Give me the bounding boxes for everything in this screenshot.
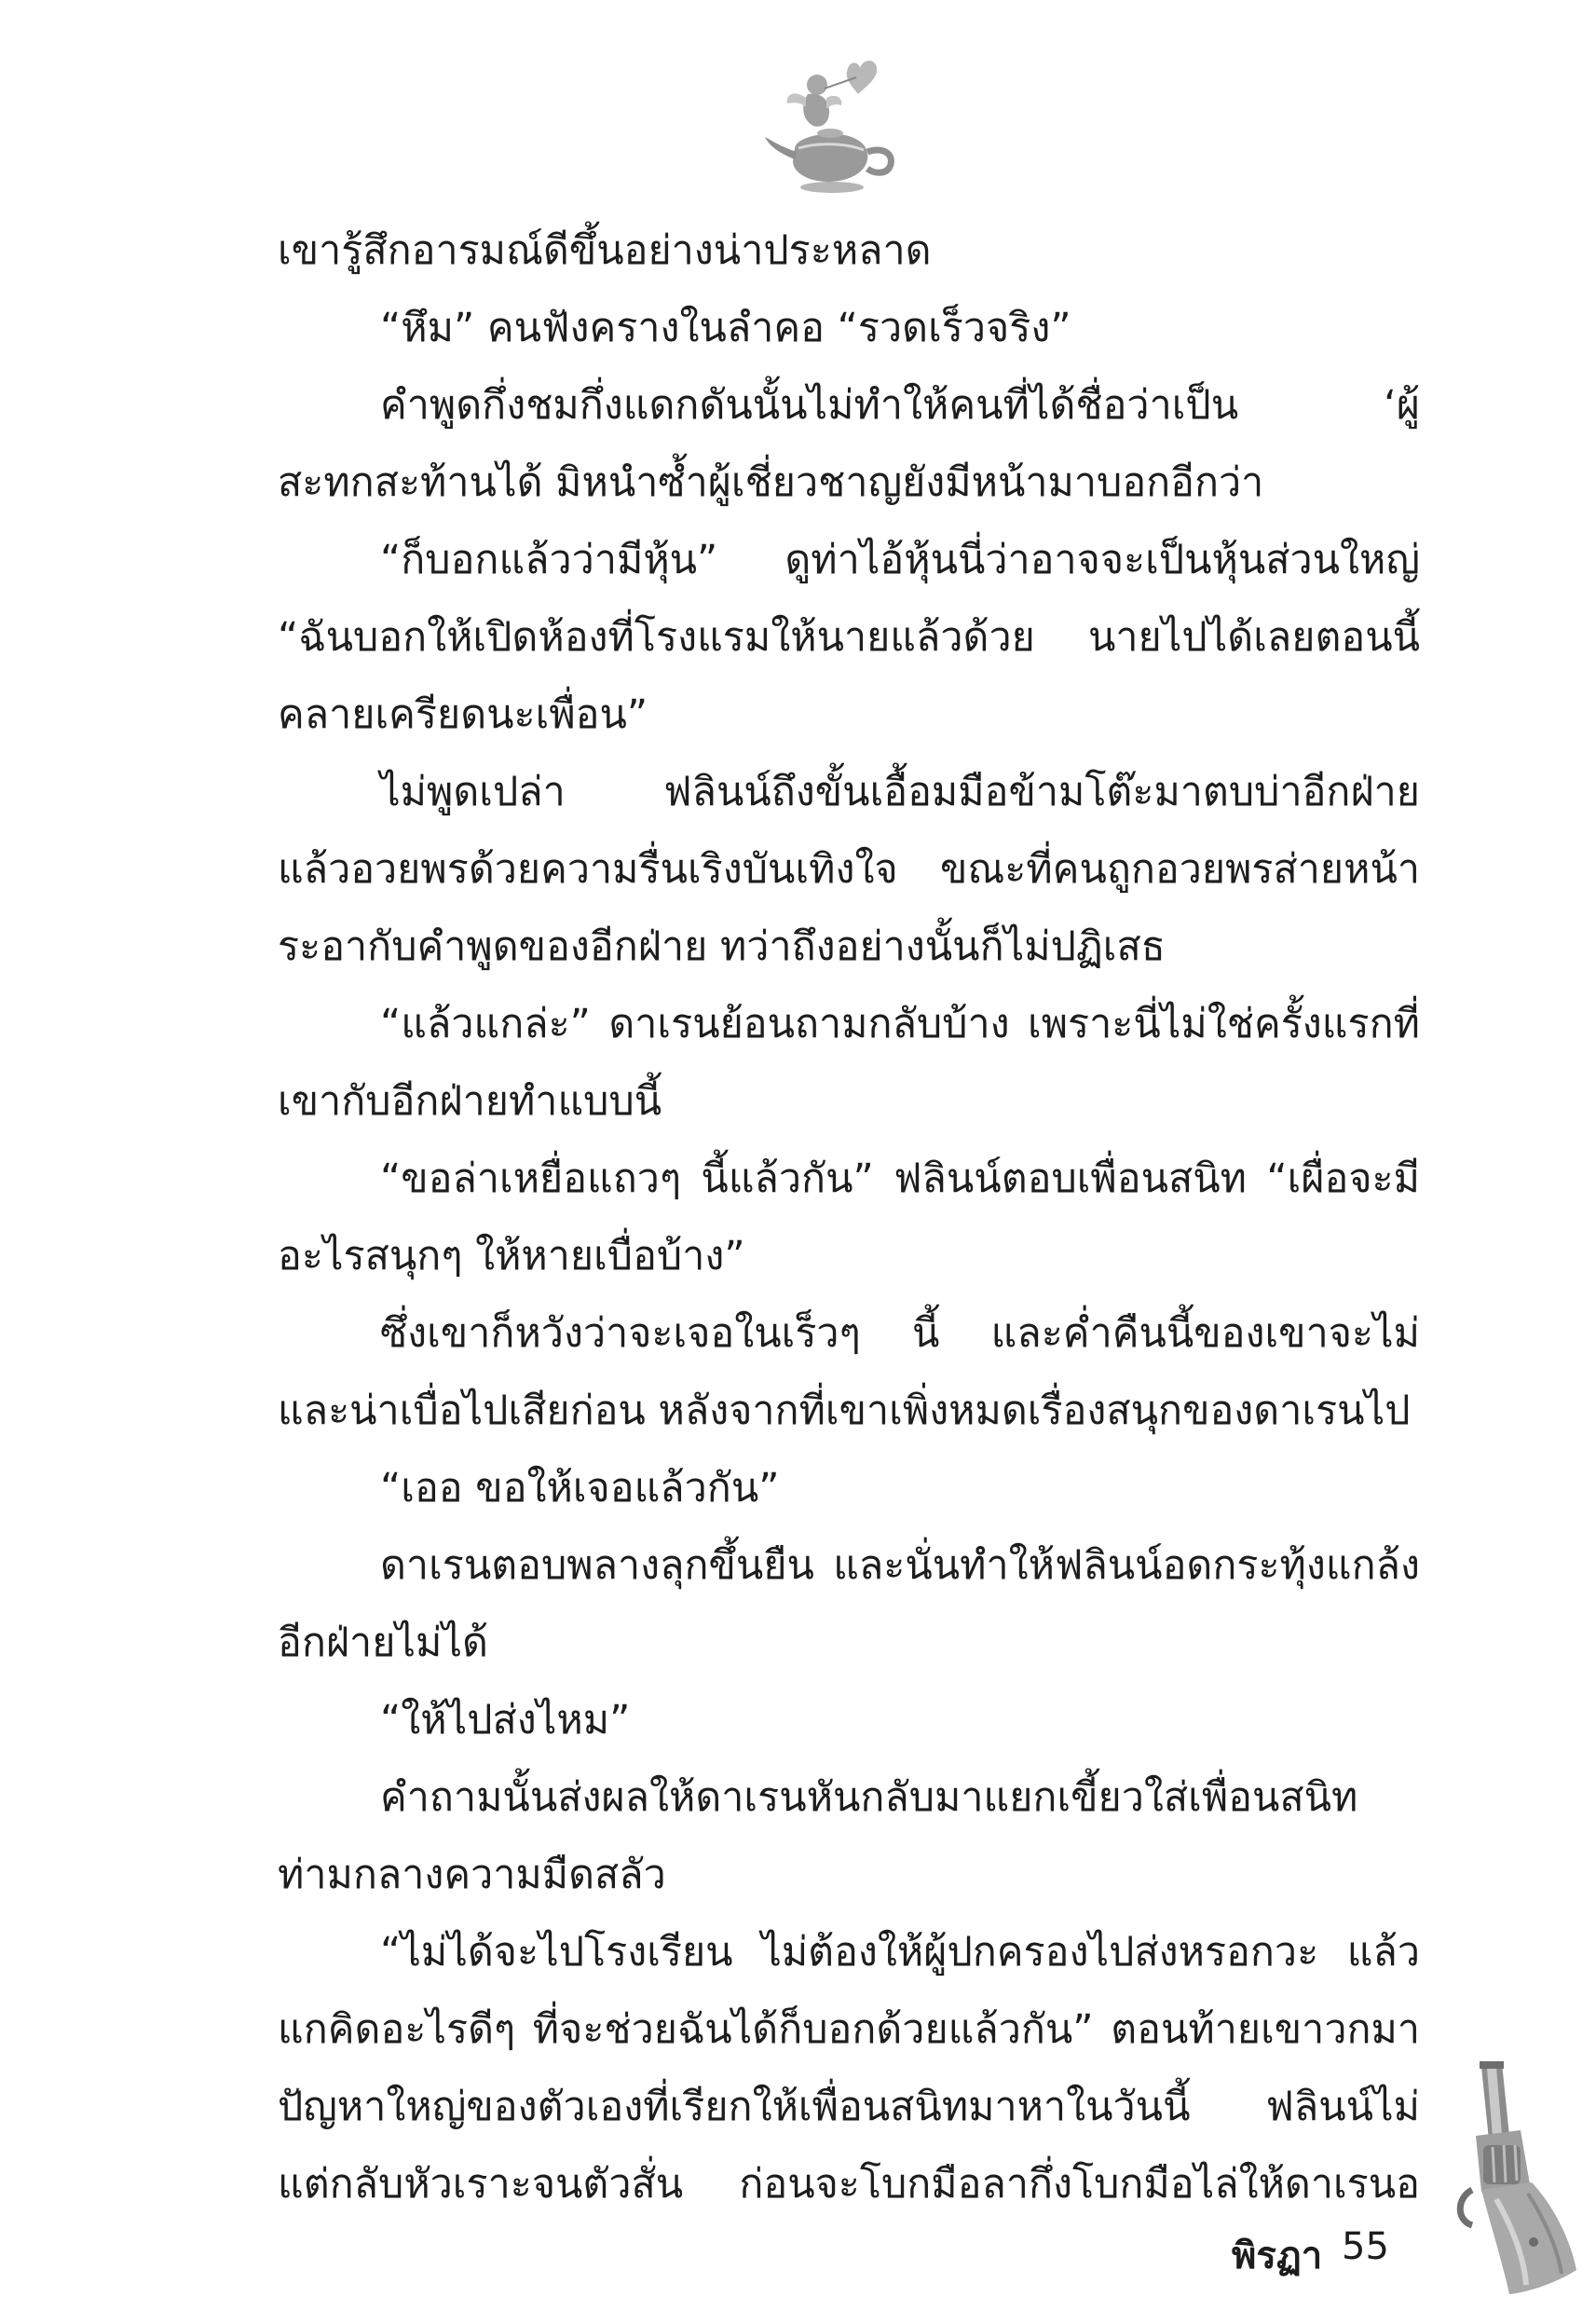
page-number: 55: [1342, 2225, 1389, 2268]
story-text: [278, 212, 1420, 2223]
text-line: อะไรสนุกๆ ให้หายเบื่อบ้าง”: [278, 1233, 745, 1279]
text-line: “แล้วแกล่ะ” ดาเรนย้อนถามกลับบ้าง เพราะนี่ไม่ใช่ครั้งแรกที่: [380, 1001, 1420, 1047]
text-line: ปัญหาใหญ่ของตัวเองที่เรียกให้เพื่อนสนิทมาหาในวันนี้ ฟลินน์ไม่: [278, 2084, 1420, 2130]
text-line: ระอากับคำพูดของอีกฝ่าย ทว่าถึงอย่างนั้นก็ไม่ปฏิเสธ: [278, 923, 1166, 970]
text-line: “ก็บอกแล้วว่ามีหุ้น” ดูท่าไอ้หุ้นนี่ว่าอาจจะเป็นหุ้นส่วนใหญ่: [380, 537, 1420, 583]
text-line: เขากับอีกฝ่ายทำแบบนี้: [278, 1078, 662, 1125]
text-line: เขารู้สึกอารมณ์ดีขึ้นอย่างน่าประหลาด: [278, 227, 932, 274]
text-line: ไม่พูดเปล่า ฟลินน์ถึงขั้นเอื้อมมือข้ามโต๊ะมาตบบ่าอีกฝ่าย: [380, 769, 1420, 815]
text-line: อีกฝ่ายไม่ได้: [278, 1620, 488, 1666]
text-line: สะทกสะท้านได้ มิหนำซ้ำผู้เชี่ยวชาญยังมีหน้ามาบอกอีกว่า: [278, 459, 1264, 506]
cupid-teapot-ornament-icon: [759, 51, 908, 210]
text-line: “ขอล่าเหยื่อแถวๆ นี้แล้วกัน” ฟลินน์ตอบเพื่อนสนิท “เผื่อจะมี: [380, 1156, 1420, 1202]
text-line: “ฉันบอกให้เปิดห้องที่โรงแรมให้นายแล้วด้วย นายไปได้เลยตอนนี้: [278, 614, 1420, 661]
text-line: และน่าเบื่อไปเสียก่อน หลังจากที่เขาเพิ่งหมดเรื่องสนุกของดาเรนไป: [278, 1388, 1411, 1434]
text-line: คลายเครียดนะเพื่อน”: [278, 691, 648, 738]
text-line: แล้วอวยพรด้วยความรื่นเริงบันเทิงใจ ขณะที่คนถูกอวยพรส่ายหน้า: [278, 846, 1420, 893]
text-line: ดาเรนตอบพลางลุกขึ้นยืน และนั่นทำให้ฟลินน์อดกระทุ้งแกล้ง: [380, 1542, 1420, 1589]
book-title: พิรฏา: [1232, 2235, 1323, 2277]
text-line: “ให้ไปส่งไหม”: [380, 1697, 631, 1744]
text-line: คำพูดกึ่งชมกึ่งแดกดันนั้นไม่ทำให้คนที่ได้ชื่อว่าเป็น ‘ผู้: [380, 382, 1420, 429]
text-line: ท่ามกลางความมืดสลัว: [278, 1852, 666, 1898]
text-line: “เออ ขอให้เจอแล้วกัน”: [380, 1465, 780, 1511]
text-line: แกคิดอะไรดีๆ ที่จะช่วยฉันได้ก็บอกด้วยแล้วกัน” ตอนท้ายเขาวกมา: [278, 2006, 1420, 2053]
text-line: คำถามนั้นส่งผลให้ดาเรนหันกลับมาแยกเขี้ยวใส่เพื่อนสนิท: [380, 1774, 1358, 1821]
text-line: “ไม่ได้จะไปโรงเรียน ไม่ต้องให้ผู้ปกครองไปส่งหรอกวะ แล้ว: [380, 1929, 1420, 1976]
text-line: แต่กลับหัวเราะจนตัวสั่น ก่อนจะโบกมือลากึ่งโบกมือไล่ให้ดาเรนอ: [278, 2161, 1420, 2208]
revolver-illustration-icon: [1416, 2059, 1584, 2302]
text-line: ซึ่งเขาก็หวังว่าจะเจอในเร็วๆ นี้ และค่ำคืนนี้ของเขาจะไม่: [380, 1310, 1420, 1357]
text-line: “หึม” คนฟังครางในลำคอ “รวดเร็วจริง”: [380, 305, 1071, 351]
